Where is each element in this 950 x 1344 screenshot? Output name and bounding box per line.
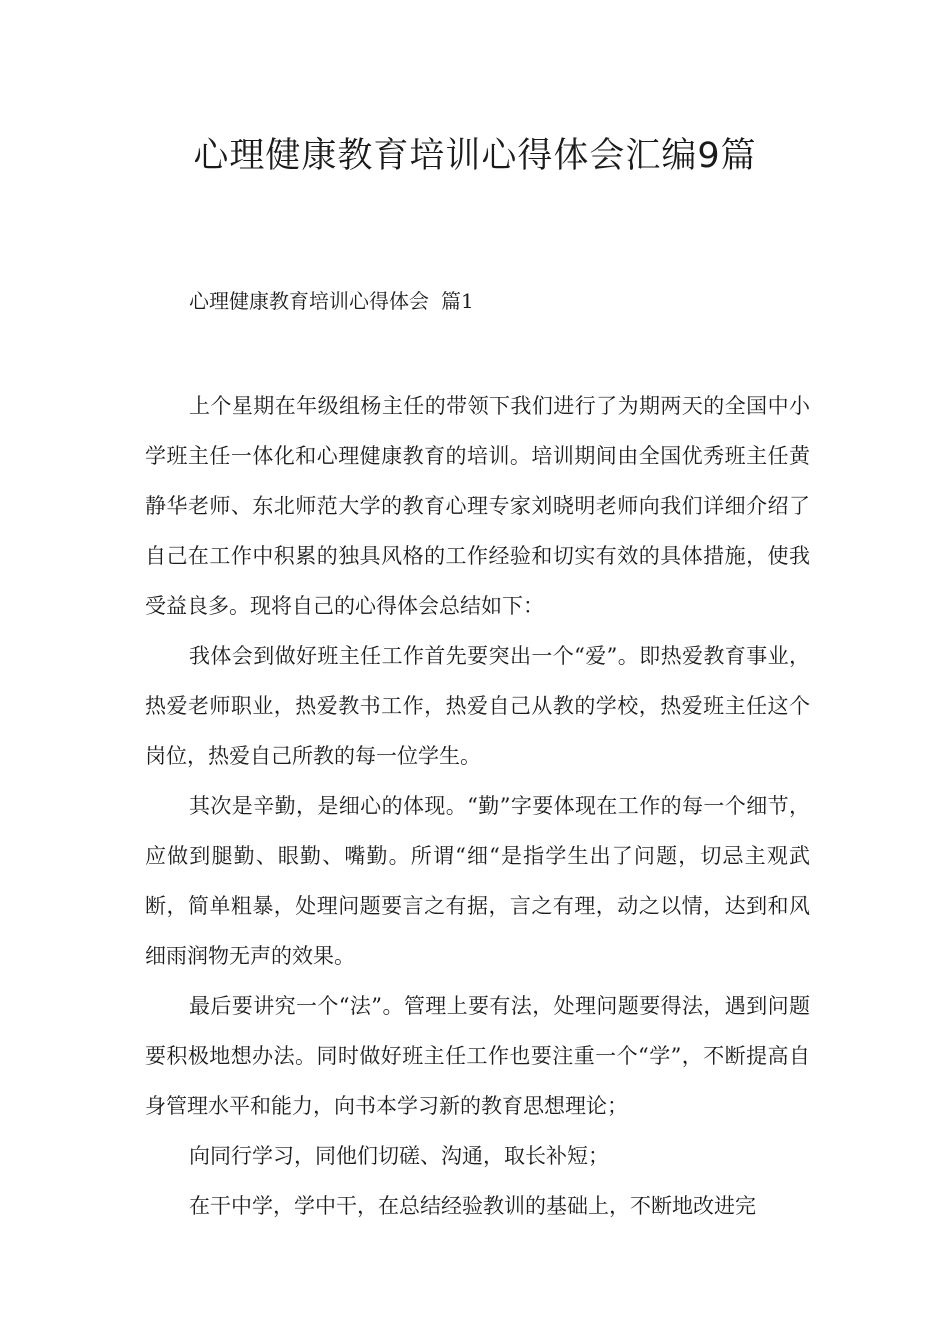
body-text	[145, 381, 810, 1231]
paragraph: 最后要讲究一个“法”。管理上要有法，处理问题要得法，遇到问题要积极地想办法。同时做好班主任工作也要注重一个“学”，不断提高自身管理水平和能力，向书本学习新的教育思想理论；	[145, 994, 810, 1118]
paragraph: 在干中学，学中干，在总结经验教训的基础上，不断地改进完	[189, 1194, 756, 1218]
document-title: 心理健康教育培训心得体会汇编9篇	[193, 136, 757, 176]
paragraph: 其次是辛勤，是细心的体现。“勤”字要体现在工作的每一个细节，应做到腿勤、眼勤、嘴勤。所谓“细“是指学生出了问题，切忌主观武断，简单粗暴，处理问题要言之有据，言之有理，动之以情，达到和风细雨润物无声的效果。	[145, 794, 810, 968]
section-number: 篇1	[441, 289, 474, 313]
paragraph: 向同行学习，同他们切磋、沟通，取长补短；	[189, 1144, 609, 1168]
paragraph: 上个星期在年级组杨主任的带领下我们进行了为期两天的全国中小学班主任一体化和心理健康教育的培训。培训期间由全国优秀班主任黄静华老师、东北师范大学的教育心理专家刘晓明老师向我们详细介绍了自己在工作中积累的独具风格的工作经验和切实有效的具体措施，使我受益良多。现将自己的心得体会总结如下：	[145, 394, 810, 618]
section-heading	[189, 284, 474, 318]
section-heading-text: 心理健康教育培训心得体会	[189, 289, 429, 313]
paragraph: 我体会到做好班主任工作首先要突出一个“爱”。即热爱教育事业，热爱老师职业，热爱教书工作，热爱自己从教的学校，热爱班主任这个岗位，热爱自己所教的每一位学生。	[145, 644, 810, 768]
